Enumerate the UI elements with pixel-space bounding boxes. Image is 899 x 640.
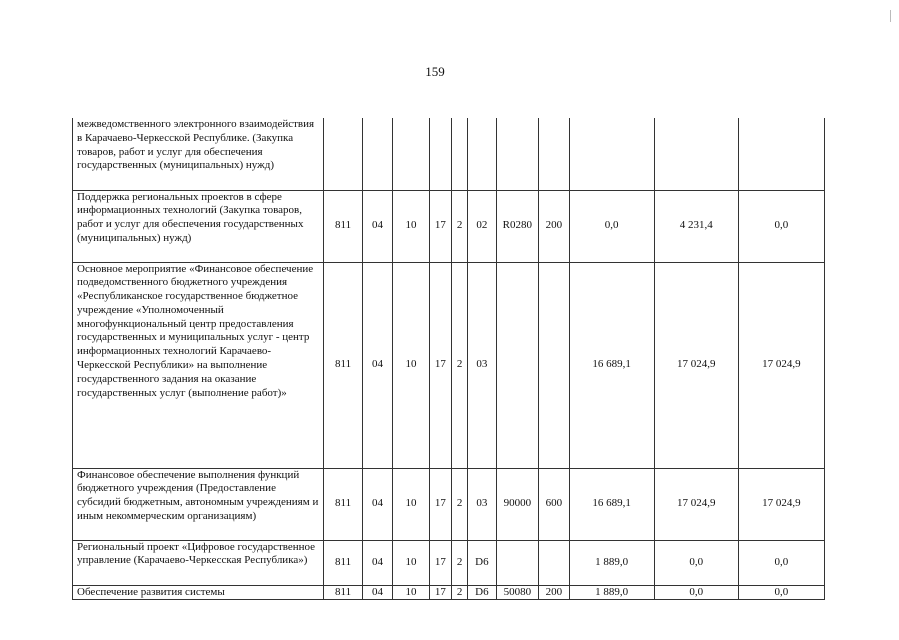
table-row	[73, 262, 825, 468]
code-program: 17	[429, 585, 451, 600]
code-direction	[496, 540, 539, 585]
amount-year-3: 0,0	[738, 585, 824, 600]
code-section: 04	[362, 468, 392, 540]
code-section: 04	[362, 585, 392, 600]
code-ministry: 811	[324, 190, 363, 262]
code-subsection: 10	[393, 468, 429, 540]
code-ministry	[324, 118, 363, 190]
code-expense-type: 200	[539, 190, 569, 262]
code-subprogram: 2	[451, 540, 467, 585]
table-row	[73, 540, 825, 585]
code-ministry: 811	[324, 262, 363, 468]
amount-year-1: 16 689,1	[569, 468, 654, 540]
amount-year-3: 0,0	[738, 540, 824, 585]
code-activity	[468, 118, 496, 190]
code-ministry: 811	[324, 540, 363, 585]
row-description: Региональный проект «Цифровое государственное управление (Карачаево-Черкесская Республика»)	[73, 540, 324, 585]
code-subprogram: 2	[451, 190, 467, 262]
code-expense-type	[539, 540, 569, 585]
code-subprogram: 2	[451, 262, 467, 468]
code-subsection: 10	[393, 262, 429, 468]
row-description: Основное мероприятие «Финансовое обеспечение подведомственного бюджетного учреждения «Республиканское государственное бюджетное учреждение «Уполномоченный многофункциональный центр предоставления государственных и муниципальных услуг - центр информационных технологий Карачаево-Черкесской Республики» на выполнение государственного задания на оказание государственных услуг (выполнение работ)»	[73, 262, 324, 468]
code-activity: 03	[468, 468, 496, 540]
code-ministry: 811	[324, 585, 363, 600]
code-direction	[496, 262, 539, 468]
amount-year-2: 0,0	[654, 585, 738, 600]
row-description: Финансовое обеспечение выполнения функций бюджетного учреждения (Предоставление субсидий бюджетным, автономным учреждениям и иным некоммерческим организациям)	[73, 468, 324, 540]
table-row	[73, 118, 825, 190]
code-subsection: 10	[393, 540, 429, 585]
code-expense-type: 200	[539, 585, 569, 600]
code-section: 04	[362, 540, 392, 585]
code-subsection: 10	[393, 190, 429, 262]
amount-year-1: 16 689,1	[569, 262, 654, 468]
amount-year-1: 0,0	[569, 190, 654, 262]
code-subprogram: 2	[451, 585, 467, 600]
amount-year-2	[654, 118, 738, 190]
code-activity: D6	[468, 540, 496, 585]
table-row	[73, 468, 825, 540]
budget-table	[72, 118, 825, 600]
amount-year-1	[569, 118, 654, 190]
amount-year-1: 1 889,0	[569, 585, 654, 600]
code-section: 04	[362, 262, 392, 468]
table-row	[73, 585, 825, 600]
code-subsection	[393, 118, 429, 190]
code-program: 17	[429, 262, 451, 468]
amount-year-2: 4 231,4	[654, 190, 738, 262]
amount-year-3: 17 024,9	[738, 262, 824, 468]
amount-year-3	[738, 118, 824, 190]
code-direction	[496, 118, 539, 190]
code-activity: 02	[468, 190, 496, 262]
code-expense-type	[539, 118, 569, 190]
amount-year-2: 17 024,9	[654, 262, 738, 468]
row-description: Поддержка региональных проектов в сфере информационных технологий (Закупка товаров, работ и услуг для обеспечения государственных (муниципальных) нужд)	[73, 190, 324, 262]
code-direction: R0280	[496, 190, 539, 262]
amount-year-3: 0,0	[738, 190, 824, 262]
amount-year-3: 17 024,9	[738, 468, 824, 540]
code-subsection: 10	[393, 585, 429, 600]
code-expense-type: 600	[539, 468, 569, 540]
row-description: межведомственного электронного взаимодействия в Карачаево-Черкесской Республике. (Закупка товаров, работ и услуг для обеспечения государственных (муниципальных) нужд)	[73, 118, 324, 190]
code-section	[362, 118, 392, 190]
amount-year-2: 0,0	[654, 540, 738, 585]
code-program: 17	[429, 190, 451, 262]
code-subprogram	[451, 118, 467, 190]
code-section: 04	[362, 190, 392, 262]
code-activity: D6	[468, 585, 496, 600]
code-activity: 03	[468, 262, 496, 468]
amount-year-1: 1 889,0	[569, 540, 654, 585]
code-program	[429, 118, 451, 190]
page-number: 159	[425, 64, 445, 79]
code-program: 17	[429, 540, 451, 585]
table-row	[73, 190, 825, 262]
code-program: 17	[429, 468, 451, 540]
code-ministry: 811	[324, 468, 363, 540]
code-expense-type	[539, 262, 569, 468]
amount-year-2: 17 024,9	[654, 468, 738, 540]
code-subprogram: 2	[451, 468, 467, 540]
scan-edge-mark	[890, 10, 891, 22]
row-description: Обеспечение развития системы	[73, 585, 324, 600]
code-direction: 50080	[496, 585, 539, 600]
code-direction: 90000	[496, 468, 539, 540]
